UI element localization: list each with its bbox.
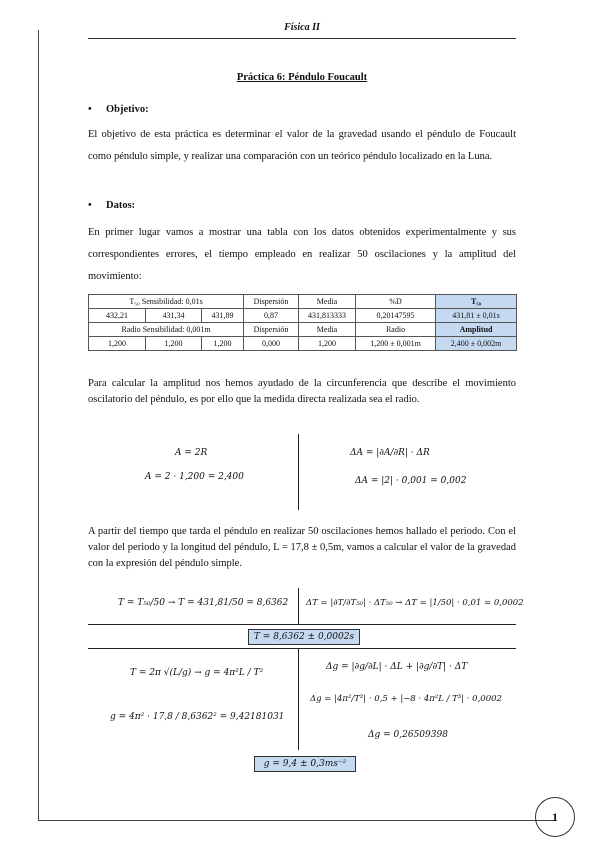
- table-cell: 1,200: [202, 337, 244, 351]
- table-row: [89, 309, 517, 323]
- divider-vertical: [298, 434, 299, 510]
- equation-gravity-error-value: Δg = 0,26509398: [368, 730, 448, 740]
- equation-period-error: ΔT = |∂T/∂T₅₀| · ΔT₅₀ → ΔT = |1/50| · 0,01 = 0,0002: [306, 598, 524, 608]
- table-row: [89, 337, 517, 351]
- page-number: 1: [535, 797, 575, 837]
- equation-amplitude-error: ΔA = |∂A/∂R| · ΔR: [350, 448, 430, 458]
- bullet-icon: •: [88, 104, 92, 115]
- table-cell: Media: [299, 323, 356, 337]
- data-table: [88, 294, 517, 351]
- divider-horizontal: [88, 648, 516, 649]
- table-cell: 1,200: [299, 337, 356, 351]
- table-cell: Radio Sensibilidad: 0,001m: [89, 323, 244, 337]
- bullet-icon: •: [88, 200, 92, 211]
- periodo-text: A partir del tiempo que tarda el péndulo en realizar 50 oscilaciones hemos hallado el periodo. Con el valor del periodo y la longitud del péndulo, L = 17,8 ± 0,5m, vamos a calcular el valor de la gravedad con la expresión del péndulo simple.: [88, 526, 516, 569]
- table-cell: 0,87: [244, 309, 299, 323]
- equation-gravity-error: Δg = |∂g/∂L| · ΔL + |∂g/∂T| · ΔT: [326, 662, 468, 672]
- table-cell: 2,400 ± 0,002m: [436, 337, 517, 351]
- table-cell: Media: [299, 295, 356, 309]
- equation-gravity: T = 2π √(L/g) → g = 4π²L / T²: [130, 668, 264, 678]
- table-cell: 431,813333: [299, 309, 356, 323]
- table-row: [89, 295, 517, 309]
- header-rule: [88, 38, 516, 39]
- datos-text: En primer lugar vamos a mostrar una tabla con los datos obtenidos experimentalmente y sus correspondientes errores, el tiempo empleado en realizar 50 oscilaciones y la amplitud del movimiento:: [88, 227, 516, 282]
- table-cell: T₅₀: [436, 295, 517, 309]
- equation-gravity-value: g = 4π² · 17,8 / 8,6362² = 9,42181031: [110, 712, 285, 722]
- equation-amplitude-value: A = 2 · 1,200 = 2,400: [145, 472, 244, 482]
- table-cell: Radio: [356, 323, 436, 337]
- table-cell: T₅₀ Sensibilidad: 0,01s: [89, 295, 244, 309]
- table-cell: 431,89: [202, 309, 244, 323]
- table-cell: 1,200: [146, 337, 202, 351]
- table-cell: 1,200: [89, 337, 146, 351]
- table-cell: 431,34: [146, 309, 202, 323]
- objetivo-text: El objetivo de esta práctica es determinar el valor de la gravedad usando el péndulo de Foucault como péndulo simple, y realizar una comparación con un teórico péndulo localizado en la Luna.: [88, 129, 516, 162]
- table-cell: Amplitud: [436, 323, 517, 337]
- table-cell: 0,20147595: [356, 309, 436, 323]
- table-cell: 432,21: [89, 309, 146, 323]
- divider-vertical: [298, 648, 299, 750]
- datos-heading: • Datos:: [88, 200, 136, 211]
- table-cell: %D: [356, 295, 436, 309]
- table-cell: Dispersión: [244, 295, 299, 309]
- page-title: Práctica 6: Péndulo Foucault: [236, 72, 368, 83]
- result-gravity: g = 9,4 ± 0,3ms⁻²: [254, 756, 356, 772]
- running-header: Física II: [284, 22, 320, 33]
- divider-horizontal: [88, 624, 516, 625]
- table-cell: 431,81 ± 0,01s: [436, 309, 517, 323]
- table-cell: Dispersión: [244, 323, 299, 337]
- amplitud-text: Para calcular la amplitud nos hemos ayudado de la circunferencia que describe el movimiento oscilatorio del péndulo, es por ello que la medida directa realizada sea el radio.: [88, 378, 516, 405]
- objetivo-heading: • Objetivo:: [88, 104, 149, 115]
- equation-amplitude-error-value: ΔA = |2| · 0,001 = 0,002: [355, 476, 467, 486]
- result-period: T = 8,6362 ± 0,0002s: [248, 629, 360, 645]
- equation-amplitude: A = 2R: [175, 448, 208, 458]
- table-cell: 0,000: [244, 337, 299, 351]
- equation-period: T = T₅₀/50 → T = 431,81/50 = 8,6362: [118, 598, 289, 608]
- divider-vertical: [298, 588, 299, 624]
- table-row: [89, 323, 517, 337]
- table-cell: 1,200 ± 0,001m: [356, 337, 436, 351]
- equation-gravity-error-expanded: Δg = |4π²/T²| · 0,5 + |−8 · 4π²L / T³| · 0,0002: [310, 694, 502, 704]
